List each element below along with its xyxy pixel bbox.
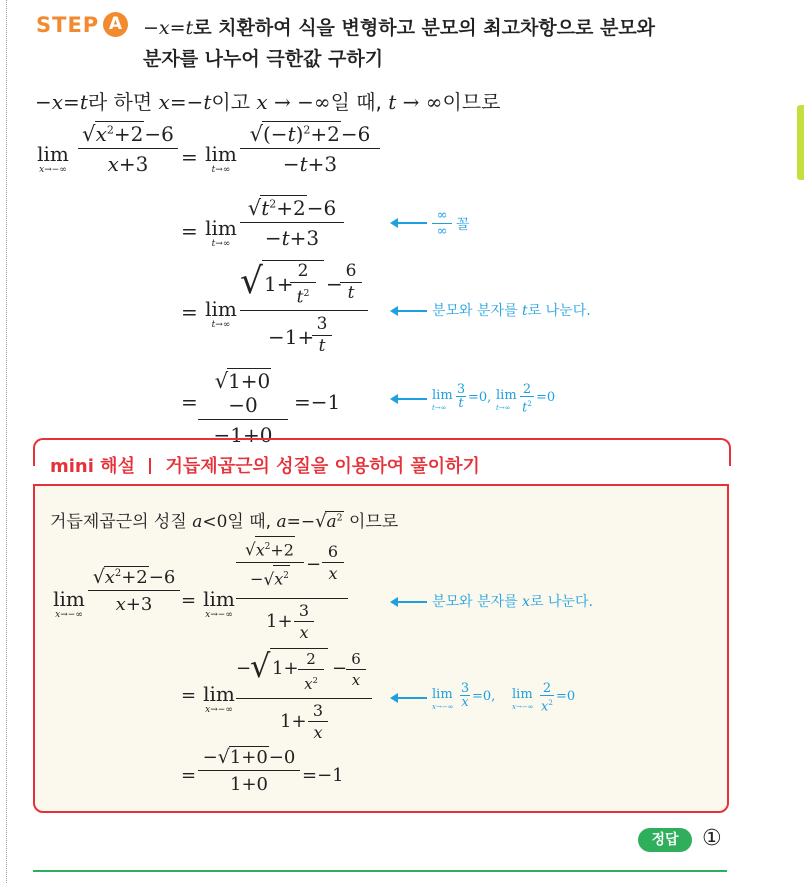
step-title-line2: 분자를 나누어 극한값 구하기 <box>143 48 384 70</box>
result-value: =−1 <box>294 390 341 414</box>
bottom-divider <box>33 870 727 872</box>
note-arrow <box>397 222 427 224</box>
equals-sign: = <box>181 145 198 169</box>
mini-fraction-divided: $√x^2+2$ $-√x^2$ − 6 x 1+ 3 x <box>236 536 348 645</box>
note-arrow <box>397 697 427 699</box>
equals-sign: = <box>181 685 197 706</box>
mini-fraction-original: $√x^2+2-6$ x+3 <box>88 566 180 615</box>
step-badge <box>103 12 128 37</box>
limit-x: lim x→−∞ <box>53 587 85 620</box>
limit-t: lim t→∞ <box>205 142 237 175</box>
limit-t: lim t→∞ <box>205 216 237 249</box>
equals-sign: = <box>181 765 197 786</box>
step-title-line1: −x=t로 치환하여 식을 변형하고 분모의 최고차항으로 분모와 <box>143 17 656 39</box>
note-arrow <box>397 398 427 400</box>
note-infinity-fraction: ∞ ∞ <box>432 208 452 239</box>
note-arrow <box>397 601 427 603</box>
note-divide-by-x: 분모와 분자를 x로 나눈다. <box>432 594 593 610</box>
equals-sign: = <box>181 590 197 611</box>
step-label: STEP <box>36 13 100 37</box>
mini-tag: mini 해설 거듭제곱근의 성질을 이용하여 풀이하기 <box>46 452 484 478</box>
fraction-original: $√x^2+2-6$ x+3 <box>78 121 178 176</box>
mini-intro: 거듭제곱근의 성질 a<0일 때, $a=-√a^2$ 이므로 <box>50 511 399 532</box>
limit-x: lim x→−∞ <box>203 587 235 620</box>
fraction-step3: √ 1+ 2 $t^2$ − 6 t −1+ 3 t <box>240 256 368 361</box>
intro-line: −x=t라 하면 x=−t이고 x → −∞일 때, t → ∞이므로 <box>35 90 501 114</box>
mini-title: 거듭제곱근의 성질을 이용하여 풀이하기 <box>165 456 480 477</box>
equals-sign: = <box>181 390 198 414</box>
fraction-final: √1+0−0 −1+0 <box>198 368 288 447</box>
answer-value: ① <box>702 826 722 851</box>
left-dashed-rule <box>6 0 7 883</box>
equals-sign: = <box>181 219 198 243</box>
note-arrow <box>397 310 427 312</box>
limit-t: lim t→∞ <box>205 297 237 330</box>
mini-fraction-final: −√1+0−0 1+0 <box>198 746 300 795</box>
right-green-tab <box>797 105 804 180</box>
limit-x: lim x→−∞ <box>203 682 235 715</box>
mini-result-value: =−1 <box>302 765 344 786</box>
limit-x: lim x→−∞ <box>37 142 69 175</box>
equals-sign: = <box>181 300 198 324</box>
fraction-substituted: $√(-t)^2+2-6$ −t+3 <box>240 121 380 176</box>
step-letter: A <box>108 14 123 34</box>
answer-badge: 정답 <box>638 828 692 852</box>
note-infinity-suffix: 꼴 <box>456 217 470 233</box>
fraction-step2: $√t^2+2-6$ −t+3 <box>240 195 344 250</box>
note-divide-by-t: 분모와 분자를 t로 나눈다. <box>432 303 591 319</box>
mini-box <box>33 484 729 813</box>
mini-fraction-step2: − √ 1+ 2 $x^2$ − 6 x 1+ 3 x <box>236 646 372 743</box>
